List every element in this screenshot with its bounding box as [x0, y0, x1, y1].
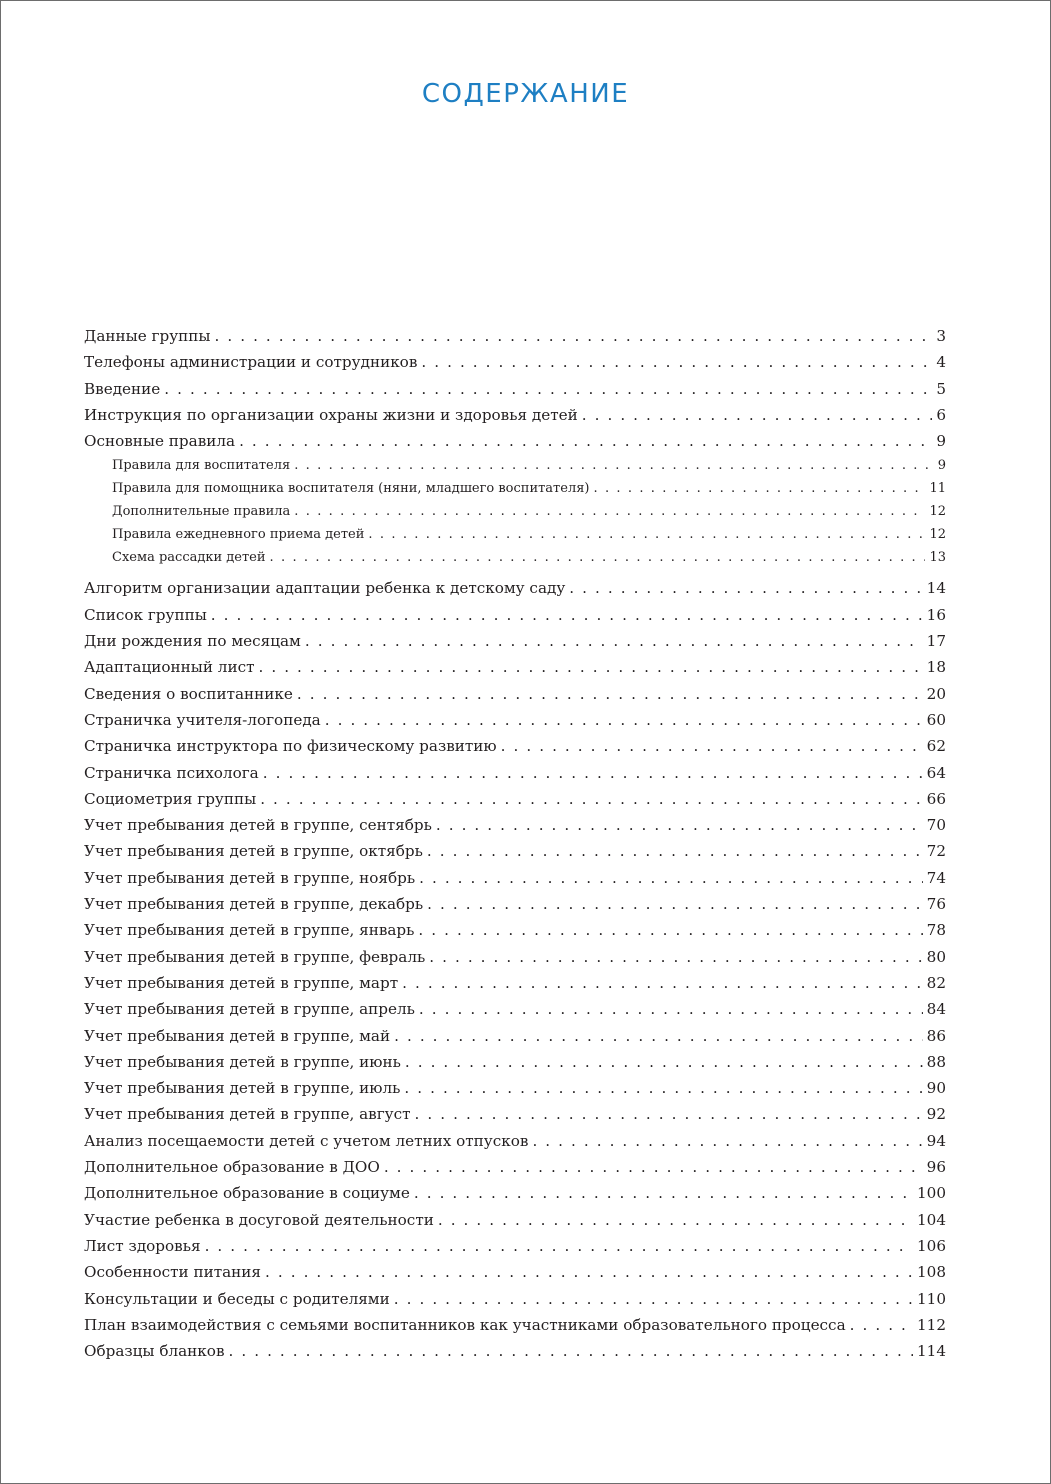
toc-entry-page: 94 [926, 1131, 946, 1150]
toc-entry-label: Консультации и беседы с родителями [84, 1289, 390, 1308]
toc-entry-page: 9 [936, 432, 946, 451]
toc-entry[interactable] [84, 376, 946, 402]
toc-entry[interactable] [84, 628, 946, 654]
toc-entry[interactable] [84, 1128, 946, 1154]
toc-subentry[interactable] [84, 523, 946, 546]
page-title: СОДЕРЖАНИЕ [421, 79, 630, 109]
toc-entry-page: 114 [917, 1342, 946, 1361]
dot-leader [229, 1338, 914, 1364]
toc-entry-label: Учет пребывания детей в группе, февраль [84, 947, 426, 966]
toc-entry-label: Схема рассадки детей [112, 550, 266, 566]
dot-leader [384, 1154, 923, 1180]
toc-entry-label: Учет пребывания детей в группе, сентябрь [84, 816, 432, 835]
toc-entry[interactable] [84, 1207, 946, 1233]
toc-entry[interactable] [84, 1180, 946, 1206]
table-of-contents [84, 323, 946, 1364]
toc-entry[interactable] [84, 812, 946, 838]
toc-entry-page: 13 [929, 550, 946, 566]
toc-entry-label: Учет пребывания детей в группе, май [84, 1026, 391, 1045]
toc-entry-page: 82 [926, 973, 946, 992]
toc-entry-label: Страничка учителя-логопеда [84, 710, 321, 729]
toc-entry-page: 90 [926, 1079, 946, 1098]
toc-entry[interactable] [84, 865, 946, 891]
toc-entry-page: 110 [917, 1289, 946, 1308]
toc-entry-label: Основные правила [84, 432, 236, 451]
dot-leader [569, 575, 922, 601]
dot-leader [394, 1023, 923, 1049]
toc-entry[interactable] [84, 1023, 946, 1049]
toc-entry-label: Учет пребывания детей в группе, июнь [84, 1052, 401, 1071]
toc-entry-label: Учет пребывания детей в группе, октябрь [84, 842, 423, 861]
dot-leader [427, 838, 923, 864]
toc-entry[interactable] [84, 1075, 946, 1101]
toc-entry-label: Данные группы [84, 327, 211, 345]
toc-entry-label: Правила для воспитателя [112, 458, 291, 474]
toc-entry[interactable] [84, 970, 946, 996]
dot-leader [239, 428, 932, 454]
toc-entry-label: Особенности питания [84, 1263, 262, 1282]
toc-entry[interactable] [84, 428, 946, 454]
toc-entry[interactable] [84, 733, 946, 759]
dot-leader [258, 654, 922, 680]
toc-entry-label: Анализ посещаемости детей с учетом летних отпусков [84, 1131, 529, 1150]
toc-entry-page: 64 [926, 763, 946, 782]
toc-entry-page: 6 [936, 405, 946, 424]
toc-entry-page: 66 [926, 789, 946, 808]
dot-leader [394, 1286, 913, 1312]
toc-entry-label: Алгоритм организации адаптации ребенка к детскому саду [84, 579, 566, 598]
toc-entry-page: 84 [926, 1000, 946, 1019]
toc-entry-page: 14 [926, 579, 946, 598]
dot-leader [205, 1233, 913, 1259]
dot-leader [419, 996, 923, 1022]
toc-subentry[interactable] [84, 546, 946, 569]
toc-entry[interactable] [84, 681, 946, 707]
dot-leader [405, 1049, 923, 1075]
toc-entry-page: 16 [926, 605, 946, 624]
toc-entry[interactable] [84, 917, 946, 943]
toc-entry[interactable] [84, 323, 946, 349]
toc-entry-label: План взаимодействия с семьями воспитанников как участниками образовательного процесса [84, 1315, 846, 1334]
toc-entry-page: 74 [926, 868, 946, 887]
toc-entry[interactable] [84, 402, 946, 428]
toc-entry-page: 11 [929, 481, 946, 497]
dot-leader [260, 786, 922, 812]
toc-entry[interactable] [84, 891, 946, 917]
dot-leader [427, 891, 923, 917]
toc-entry-page: 4 [936, 353, 946, 372]
dot-leader [270, 546, 926, 569]
toc-entry-label: Правила для помощника воспитателя (няни, младшего воспитателя) [112, 481, 590, 497]
dot-leader [215, 323, 933, 349]
toc-entry-label: Учет пребывания детей в группе, март [84, 973, 399, 992]
toc-subentry[interactable] [84, 454, 946, 477]
toc-entry-page: 104 [917, 1210, 946, 1229]
toc-entry-label: Учет пребывания детей в группе, август [84, 1105, 411, 1124]
toc-entry-page: 92 [926, 1105, 946, 1124]
toc-entry-page: 5 [936, 379, 946, 398]
toc-entry[interactable] [84, 602, 946, 628]
toc-entry-page: 72 [926, 842, 946, 861]
toc-entry-page: 60 [926, 710, 946, 729]
toc-entry[interactable] [84, 1312, 946, 1338]
dot-leader [582, 402, 933, 428]
toc-entry-page: 78 [926, 921, 946, 940]
toc-entry-page: 20 [926, 684, 946, 703]
dot-leader [404, 1075, 922, 1101]
toc-entry[interactable] [84, 1233, 946, 1259]
toc-entry-label: Сведения о воспитаннике [84, 684, 293, 703]
toc-entry-page: 80 [926, 947, 946, 966]
toc-entry-label: Учет пребывания детей в группе, ноябрь [84, 868, 416, 887]
toc-entry-page: 12 [929, 504, 946, 520]
dot-leader [305, 628, 923, 654]
toc-entry[interactable] [84, 654, 946, 680]
dot-leader [421, 349, 932, 375]
dot-leader [294, 454, 934, 477]
toc-entry-page: 9 [937, 458, 946, 474]
toc-entry-page: 18 [926, 658, 946, 677]
dot-leader [414, 1180, 913, 1206]
toc-entry-label: Участие ребенка в досуговой деятельности [84, 1210, 434, 1229]
toc-entry[interactable] [84, 707, 946, 733]
toc-entry-label: Учет пребывания детей в группе, апрель [84, 1000, 415, 1019]
dot-leader [415, 1101, 923, 1127]
dot-leader [429, 944, 922, 970]
toc-entry-label: Дополнительное образование в ДОО [84, 1158, 380, 1177]
dot-leader [532, 1128, 922, 1154]
dot-leader [436, 812, 923, 838]
toc-entry-label: Учет пребывания детей в группе, январь [84, 921, 415, 940]
toc-entry[interactable] [84, 349, 946, 375]
toc-entry-page: 96 [926, 1158, 946, 1177]
dot-leader [297, 681, 923, 707]
toc-entry-page: 76 [926, 895, 946, 914]
dot-leader [211, 602, 923, 628]
toc-entry-label: Дополнительное образование в социуме [84, 1184, 410, 1203]
toc-entry-label: Дополнительные правила [112, 504, 291, 520]
toc-entry[interactable] [84, 996, 946, 1022]
dot-leader [593, 477, 925, 500]
dot-leader [265, 1259, 913, 1285]
toc-entry-page: 12 [929, 527, 946, 543]
dot-leader [418, 917, 922, 943]
dot-leader [419, 865, 923, 891]
toc-entry-page: 86 [926, 1026, 946, 1045]
toc-entry[interactable] [84, 1049, 946, 1075]
toc-entry-page: 106 [917, 1236, 946, 1255]
dot-leader [263, 760, 923, 786]
dot-leader [294, 500, 925, 523]
dot-leader [368, 523, 925, 546]
toc-entry-label: Образцы бланков [84, 1342, 225, 1361]
toc-entry-label: Телефоны администрации и сотрудников [84, 353, 418, 372]
toc-entry[interactable] [84, 1259, 946, 1285]
dot-leader [850, 1312, 913, 1338]
toc-entry-label: Учет пребывания детей в группе, июль [84, 1079, 401, 1098]
toc-entry-page: 108 [917, 1263, 946, 1282]
toc-entry[interactable] [84, 575, 946, 601]
toc-entry-label: Введение [84, 379, 161, 398]
toc-entry-label: Список группы [84, 605, 207, 624]
dot-leader [438, 1207, 913, 1233]
toc-entry-page: 112 [917, 1315, 946, 1334]
toc-entry[interactable] [84, 1154, 946, 1180]
toc-entry-page: 100 [917, 1184, 946, 1203]
toc-entry[interactable] [84, 786, 946, 812]
toc-entry[interactable] [84, 838, 946, 864]
toc-entry[interactable] [84, 760, 946, 786]
toc-subentry[interactable] [84, 500, 946, 523]
toc-entry[interactable] [84, 944, 946, 970]
dot-leader [325, 707, 923, 733]
toc-entry-label: Социометрия группы [84, 789, 257, 808]
dot-leader [402, 970, 923, 996]
toc-subentry[interactable] [84, 477, 946, 500]
toc-entry-label: Страничка психолога [84, 763, 259, 782]
toc-entry[interactable] [84, 1101, 946, 1127]
toc-entry-label: Инструкция по организации охраны жизни и здоровья детей [84, 405, 578, 424]
dot-leader [501, 733, 923, 759]
toc-entry-label: Правила ежедневного приема детей [112, 527, 365, 543]
toc-entry-label: Лист здоровья [84, 1236, 201, 1255]
toc-entry[interactable] [84, 1286, 946, 1312]
toc-entry-label: Учет пребывания детей в группе, декабрь [84, 895, 424, 914]
dot-leader [164, 376, 932, 402]
toc-entry-page: 70 [926, 816, 946, 835]
toc-entry-page: 3 [936, 327, 946, 345]
toc-entry[interactable] [84, 1338, 946, 1364]
toc-entry-page: 88 [926, 1052, 946, 1071]
toc-entry-label: Адаптационный лист [84, 658, 255, 677]
toc-entry-label: Страничка инструктора по физическому развитию [84, 737, 497, 756]
toc-entry-label: Дни рождения по месяцам [84, 632, 301, 651]
toc-entry-page: 17 [926, 632, 946, 651]
toc-entry-page: 62 [926, 737, 946, 756]
